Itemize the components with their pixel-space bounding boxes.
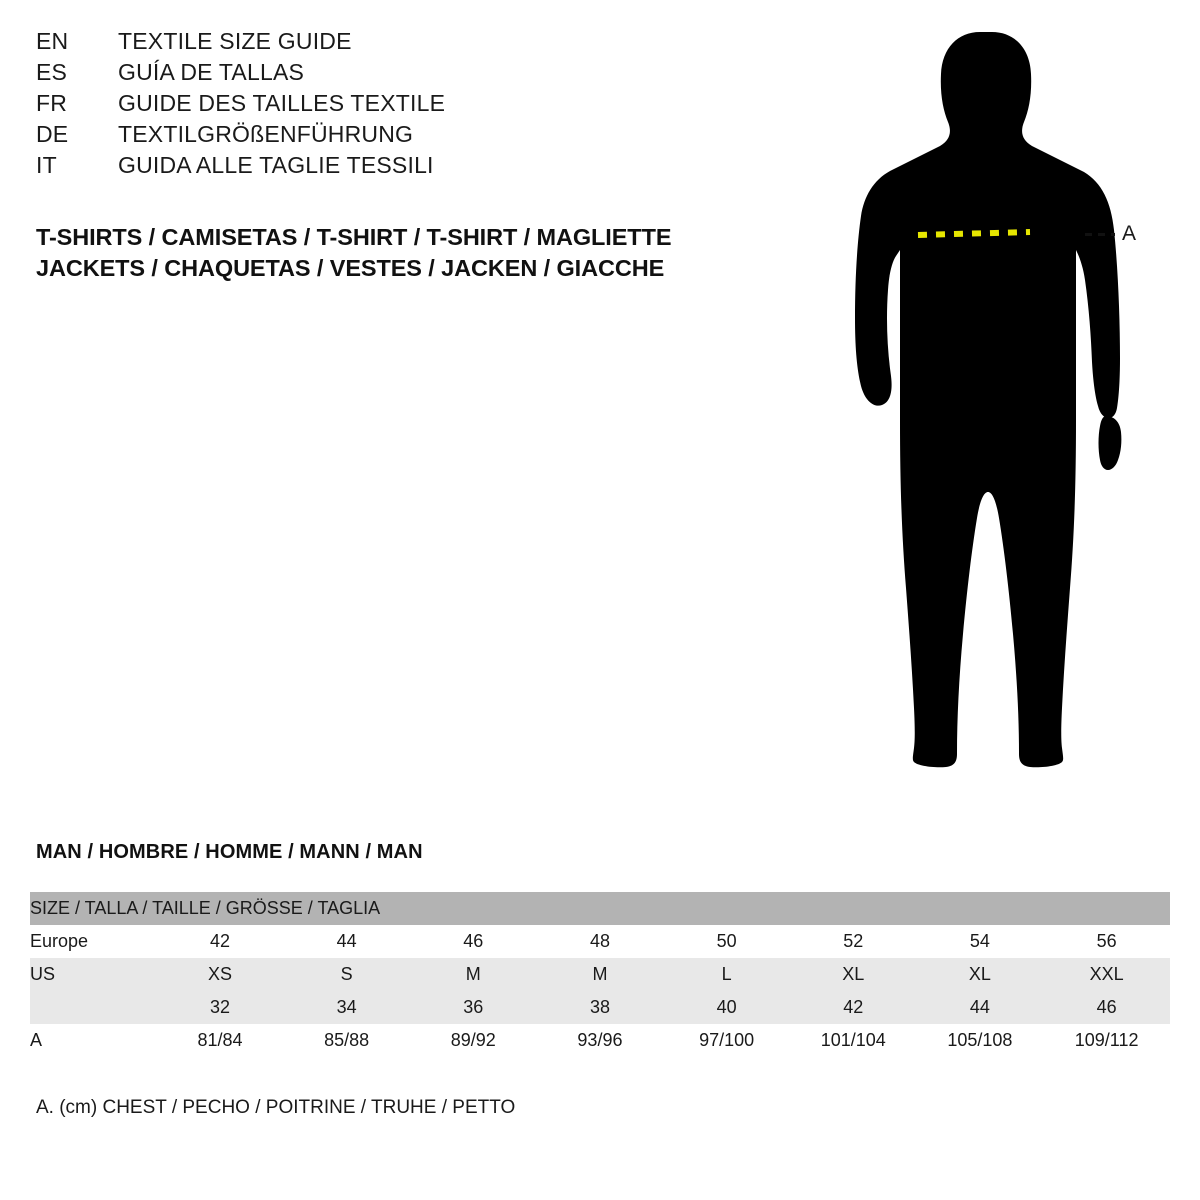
language-title: GUÍA DE TALLAS [118,59,305,85]
language-row [36,28,756,59]
language-title: TEXTILE SIZE GUIDE [118,28,352,54]
language-code: IT [36,152,57,178]
language-code: DE [36,121,69,147]
cell-numeric-5: 40 [663,991,790,1024]
language-code: EN [36,28,69,54]
cell-a-4: 93/96 [537,1024,664,1057]
cell-a-1: 81/84 [157,1024,284,1057]
cell-numeric-4: 38 [537,991,664,1024]
cell-us-3: M [410,958,537,991]
table-row [30,1024,1170,1057]
cell-a-6: 101/104 [790,1024,917,1057]
language-title: GUIDA ALLE TAGLIE TESSILI [118,152,434,178]
cell-us-6: XL [790,958,917,991]
table-row [30,925,1170,958]
cell-us-8: XXL [1043,958,1170,991]
row-label-numeric [30,991,157,1024]
cell-europe-1: 42 [157,925,284,958]
cell-us-2: S [283,958,410,991]
cell-us-5: L [663,958,790,991]
measure-label-a: A [1122,222,1137,245]
cell-europe-7: 54 [917,925,1044,958]
cell-us-7: XL [917,958,1044,991]
cell-us-4: M [537,958,664,991]
cell-numeric-1: 32 [157,991,284,1024]
category-tshirts: T-SHIRTS / CAMISETAS / T-SHIRT / T-SHIRT / MAGLIETTE [36,224,672,250]
cell-europe-8: 56 [1043,925,1170,958]
table-row [30,892,1170,925]
body-silhouette-figure [830,18,1170,788]
row-label-a: A [30,1024,157,1057]
cell-numeric-2: 34 [283,991,410,1024]
footnote-chest: A. (cm) CHEST / PECHO / POITRINE / TRUHE / PETTO [36,1097,516,1118]
silhouette-svg [830,18,1170,788]
size-table [30,892,1170,1057]
cell-a-7: 105/108 [917,1024,1044,1057]
category-jackets: JACKETS / CHAQUETAS / VESTES / JACKEN / GIACCHE [36,255,665,281]
language-row [36,121,756,152]
language-row [36,59,756,90]
language-title: TEXTILGRÖßENFÜHRUNG [118,121,414,147]
cell-a-8: 109/112 [1043,1024,1170,1057]
cell-numeric-3: 36 [410,991,537,1024]
language-title: GUIDE DES TAILLES TEXTILE [118,90,446,116]
measure-leader-dashes [1085,233,1115,236]
cell-europe-4: 48 [537,925,664,958]
table-row [30,991,1170,1024]
table-header-label: SIZE / TALLA / TAILLE / GRÖSSE / TAGLIA [30,892,1170,925]
language-code: FR [36,90,68,116]
table-title-man: MAN / HOMBRE / HOMME / MANN / MAN [36,841,423,863]
cell-us-1: XS [157,958,284,991]
cell-europe-2: 44 [283,925,410,958]
row-label-us: US [30,958,157,991]
category-block [36,222,796,284]
language-code: ES [36,59,68,85]
cell-a-3: 89/92 [410,1024,537,1057]
language-row [36,90,756,121]
cell-europe-6: 52 [790,925,917,958]
cell-europe-3: 46 [410,925,537,958]
cell-numeric-8: 46 [1043,991,1170,1024]
row-label-europe: Europe [30,925,157,958]
language-row [36,152,756,183]
language-header-block [36,28,756,183]
cell-europe-5: 50 [663,925,790,958]
cell-a-5: 97/100 [663,1024,790,1057]
cell-a-2: 85/88 [283,1024,410,1057]
cell-numeric-6: 42 [790,991,917,1024]
table-row [30,958,1170,991]
cell-numeric-7: 44 [917,991,1044,1024]
